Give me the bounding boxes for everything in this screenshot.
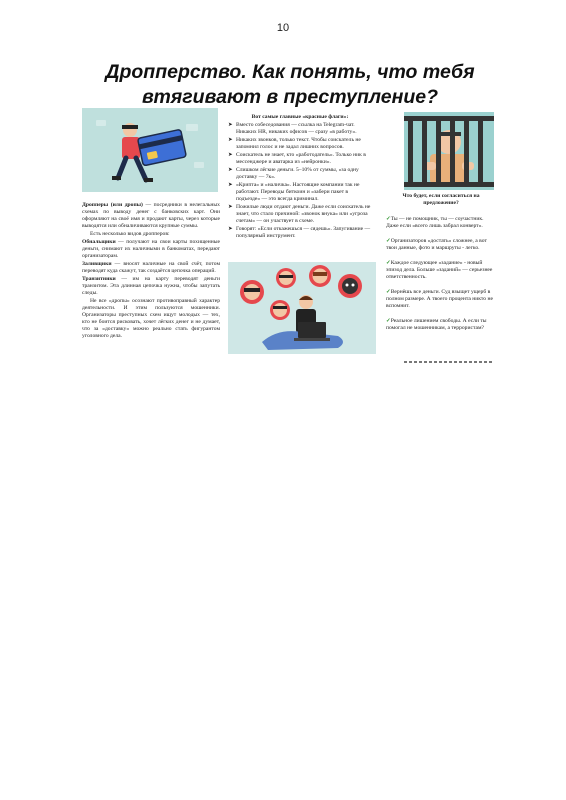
list-item: ✓Каждое следующее «задание» - новый эпизод дела. Больше «заданий» — серьезнее ответственность.: [386, 260, 493, 280]
arrow-bullet-icon: ➤: [228, 182, 233, 188]
red-flags-list: [228, 122, 372, 240]
check-mark-icon: ✓: [386, 318, 391, 324]
outro-paragraph: Не все «дропы» осознают противоправный характер деятельности. И этим пользуются мошенники. Организаторы преступных схем ищут молодых — тех, кто не боится рисковать, хочет лёгких денег и не думает, что за «доставку» можно реально стать фигурантом уголовного дела.: [82, 298, 220, 339]
list-item: ➤ Говорят: «Если откажешься — сядешь». Запугивание — популярный инструмент.: [228, 226, 371, 239]
types-intro: Есть несколько видов дропперов:: [90, 231, 170, 237]
check-mark-icon: ✓: [386, 289, 391, 295]
check-mark-icon: ✓: [386, 260, 391, 266]
list-item: ➤ Пожилые люди отдают деньги. Даже если соискатель не знает, что стало причиной: «звонок внука» или «угроза счетам» — он участвует в схеме.: [228, 204, 371, 224]
list-item: ✓Реальное лишением свободы. А если ты помогал не мошенникам, а террористам?: [386, 318, 487, 331]
arrow-bullet-icon: ➤: [228, 226, 233, 232]
page-number: 10: [276, 22, 290, 34]
arrow-bullet-icon: ➤: [228, 152, 233, 158]
type-tranzit: Транзитники — им на карту переводят деньги транзитом. Эта длинная цепочка нужна, чтобы запутать следы.: [82, 276, 220, 296]
column-intro: [82, 202, 220, 341]
consequences-heading: Что будет, если согласиться на предложение?: [402, 193, 480, 206]
column-consequences: [386, 193, 496, 340]
arrow-bullet-icon: ➤: [228, 204, 233, 210]
intro-paragraph: Дропперы (или дропы) — посредники в нелегальных схемах по выводу денег с банковских карт. Они оформляют на своё имя и продают карты, через которые выводятся или обналичиваются крупные суммы.: [82, 202, 220, 229]
prisoner-behind-bars-illustration: [404, 112, 494, 190]
type-zaliv: Заливщики — вносят наличные на свой счёт, потом переводят куда скажут, так создаётся цепочка операций.: [82, 261, 220, 274]
list-item: ➤ «Крипта» и «наличка». Настоящие компании так не работают. Переводы биткоин и «забери пакет в подъезде» — это всегда криминал.: [228, 182, 360, 202]
arrow-bullet-icon: ➤: [228, 167, 233, 173]
column-red-flags: [228, 114, 372, 241]
list-item: ➤ Вместо собеседования — ссылка на Telegram-чат. Никаких HR, никаких офисов — сразу «в работу».: [228, 122, 357, 135]
list-item: ✓Ты — не помощник, ты — соучастник. Даже если «всего лишь забрал конверт».: [386, 216, 484, 229]
page-title: Дропперство. Как понять, что тебя втягивают в преступление?: [105, 61, 475, 108]
arrow-bullet-icon: ➤: [228, 137, 233, 143]
hacker-laptop-illustration: [228, 262, 376, 354]
list-item: ➤ Соискатель не знает, кто «работодатель». Только ник в мессенджере и аватарка из «нейронки».: [228, 152, 366, 165]
list-item: ✓Вернёшь все деньги. Суд взыщет ущерб в полном размере. А твоего процента никто не вспомнит.: [386, 289, 493, 309]
check-mark-icon: ✓: [386, 216, 391, 222]
check-mark-icon: ✓: [386, 238, 391, 244]
list-item: ➤ Слишком лёгкие деньги. 5–10% от суммы, «за одну доставку — 7к».: [228, 167, 359, 180]
cut-off-text-line: [404, 361, 494, 363]
list-item: ➤ Никаких звонков, только текст. Чтобы соискатель не запомнил голос и не задал лишних вопросов.: [228, 137, 361, 150]
type-obnal: Обнальщики — получают на свои карты похищенные деньги, снимают их наличными в банкоматах, передают организаторам.: [82, 239, 220, 259]
red-flags-heading: Вот самые главные «красные флаги»:: [251, 114, 349, 120]
thief-with-card-illustration: [82, 108, 218, 192]
arrow-bullet-icon: ➤: [228, 122, 233, 128]
list-item: ✓Организаторов «достать» сложнее, а вот твои данные, фото и маршруты - легко.: [386, 238, 487, 251]
